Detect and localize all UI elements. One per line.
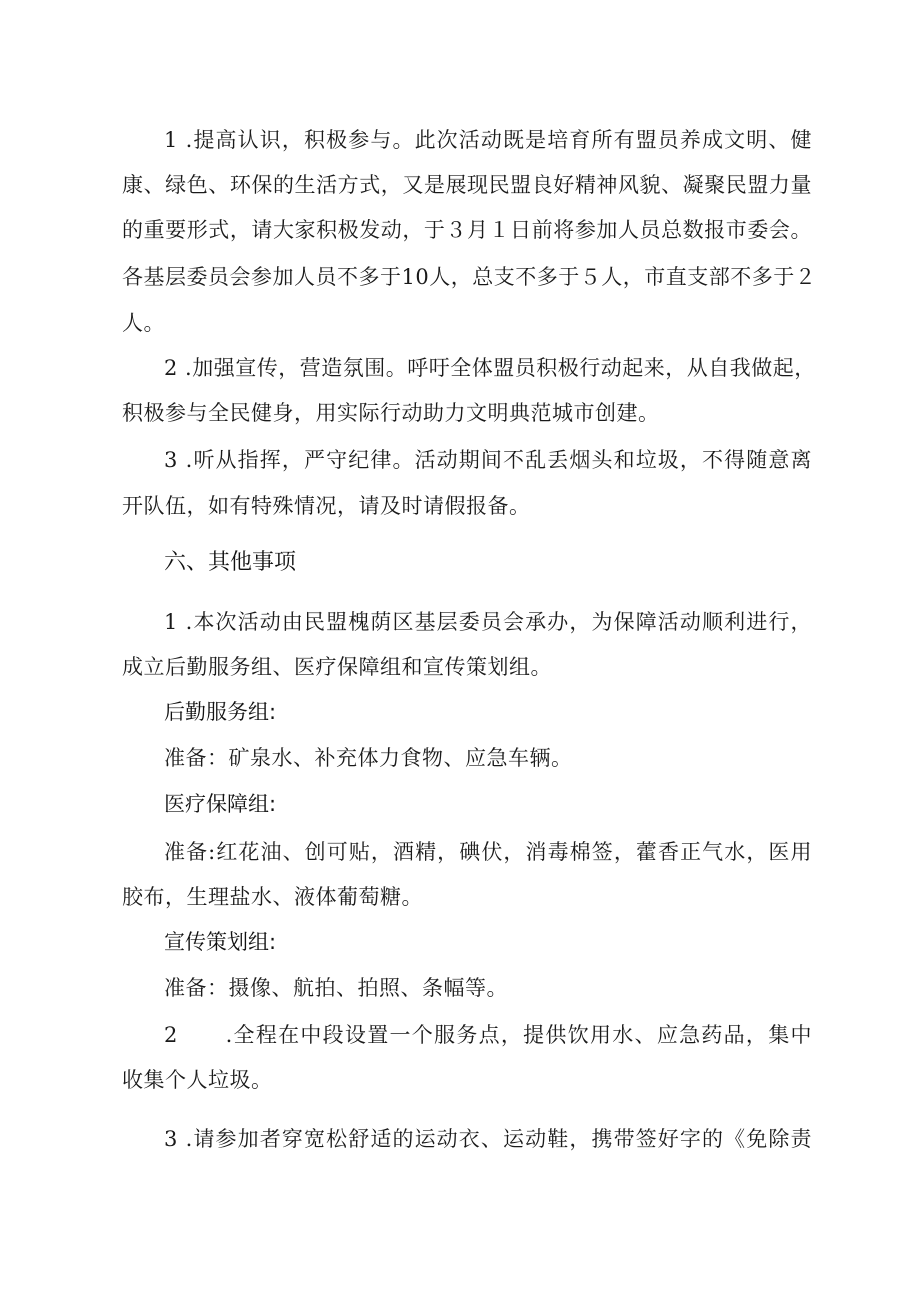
paragraph-line: 的重要形式，请大家积极发动，于３月１日前将参加人员总数报市委会。 [122,218,812,242]
group-prep-logistics: 准备：矿泉水、补充体力食物、应急车辆。 [164,746,573,770]
paragraph-line: 2 .全程在中段设置一个服务点，提供饮用水、应急药品，集中 [164,1023,812,1047]
paragraph-line: 积极参与全民健身，用实际行动助力文明典范城市创建。 [122,401,660,425]
paragraph-line: 1 .提高认识，积极参与。此次活动既是培育所有盟员养成文明、健 [164,128,812,152]
group-prep-medical: 胶布，生理盐水、液体葡萄糖。 [122,885,423,909]
group-title-logistics: 后勤服务组: [164,700,277,724]
paragraph-line: 开队伍，如有特殊情况，请及时请假报备。 [122,494,531,518]
group-title-medical: 医疗保障组: [164,792,277,816]
group-prep-publicity: 准备：摄像、航拍、拍照、条幅等。 [164,976,508,1000]
paragraph-line: 人。 [122,311,165,335]
paragraph-line: 3 .请参加者穿宽松舒适的运动衣、运动鞋，携带签好字的《免除责 [164,1127,812,1151]
group-title-publicity: 宣传策划组: [164,930,277,954]
paragraph-line: 2 .加强宣传，营造氛围。呼吁全体盟员积极行动起来，从自我做起， [164,356,816,380]
paragraph-line: 成立后勤服务组、医疗保障组和宣传策划组。 [122,655,552,679]
section-heading: 六、其他事项 [164,550,297,575]
paragraph-line: 3 .听从指挥，严守纪律。活动期间不乱丢烟头和垃圾，不得随意离 [164,448,812,472]
paragraph-line: 收集个人垃圾。 [122,1068,273,1092]
paragraph-line: 各基层委员会参加人员不多于10人，总支不多于５人，市直支部不多于２ [122,265,817,289]
paragraph-line: 1 .本次活动由民盟槐荫区基层委员会承办，为保障活动顺利进行， [164,610,812,634]
paragraph-line: 康、绿色、环保的生活方式，又是展现民盟良好精神风貌、凝聚民盟力量 [122,173,812,197]
group-prep-medical: 准备:红花油、创可贴，酒精，碘伏，消毒棉签，藿香正气水，医用 [164,840,812,864]
